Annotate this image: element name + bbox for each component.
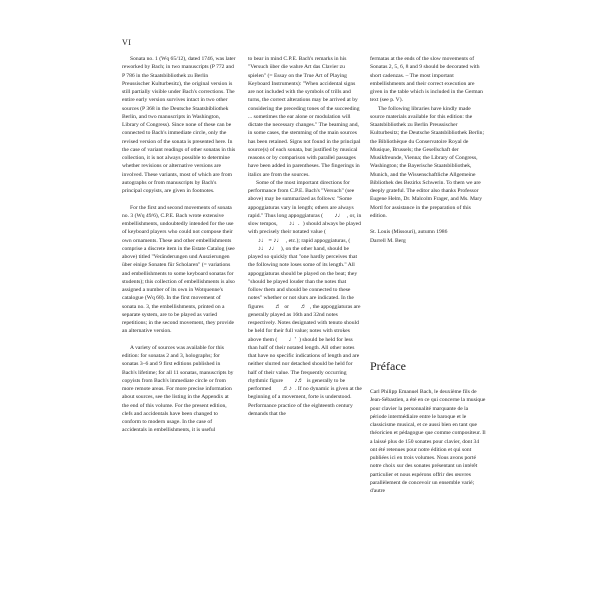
music-notation-icon: ♬ [300,303,307,310]
paragraph: to bear in mind C.P.E. Bach's remarks in his "Versuch über die wahre Art das Clavier zu spielen" (= Essay on the True Art of Playing Keyboard Instruments): "When accidental signs are not included with the symbols of trills and turns, the correct alterations may be arrived at by considering the preceding tones of the succeeding ... sometimes the ear alone or modulation will dictate the necessary changes." The beaming and, in some cases, the stemming of the main sources has been retained. Signs not found in the principal source(s) of each sonata, but justified by musical reasons or by comparison with parallel passages have been added in parentheses. The fingerings in italics are from the sources. [248,56,361,178]
text-run: is generally to be performed [248,377,346,392]
paragraph: The following libraries have kindly made source materials available for this edition: the Staatsbibliothek zu Berlin Preussischer Kulturbesitz; the Deutsche Staatsbibliothek Berlin; the Bibliothèque du Conservatoire Royal de Musique, Brussels; the Gesellschaft der Musikfreunde, Vienna; the Library of Congress, Washington; the Bayerische Staatsbibliothek, Munich, and the Wissenschaftliche Allgemeine Bibliothek des Bezirks Schwerin. To them we are deeply grateful. The editor also thanks Professor Eugene Helm, Dr. Malcolm Frager, and Ms. Mary Mortl for assistance in the preparation of this edition. [370,105,485,219]
text-run: or [284,303,290,310]
text-run: , the appoggiaturas are generally played as 16th and 32nd notes respectively. Notes designated with tenuto should be held for their full value; notes with strokes above them ( [248,303,361,343]
music-notation-icon: ♪♩ [334,212,344,219]
text-run: , or, in slow tempos, [248,212,362,227]
music-notation-icon: ♩' [288,336,296,343]
music-notation-icon: ♬ [274,303,281,310]
paragraph: fermatas at the ends of the slow movements of Sonatas 2, 5, 6, 8 and 9 should be decorated with short cadenzas. – The most important embellishments and their correct execution are given in the table which is included in the German text (see p. V). [370,56,483,104]
text-run: . If no dynamic is given at the beginning of a movement, forte is understood. Performance practice of the eighteenth century demands that the [248,386,362,417]
music-notation-icon: ♪♩ ♪♩ [258,245,278,252]
text-run: , etc.); rapid appoggiaturas, ( [285,237,351,244]
column-2 [248,55,362,418]
column-1 [122,55,236,435]
music-notation-icon: ♪♩ = ♪♩ [258,237,283,244]
text-run: ) should always be played with precisely their notated value ( [248,221,361,236]
music-notation-icon: ♪♬ [294,377,304,384]
music-notation-icon: ♬♪ [282,386,292,392]
column-3 [370,55,486,245]
preface-heading: Préface [370,359,406,373]
paragraph: For the first and second movements of sonata no. 3 (Wq 49/6), C.P.E. Bach wrote extensive embellishments, undoubtedly intended for the use of keyboard players who could not compose their own ornaments. These and other embellishments comprise a discrete item in the Estate Catalog (see above) titled "Veränderungen und Auszierungen über einige Sonaten für Scholaren" (= variations and embellishments to some keyboard sonatas for students); this collection of embellishments is also assigned a number of its own in Wotquenne's catalogue (Wq 68). In the first movement of sonata no. 3, the embellishments, printed on a separate system, are to be played as varied repetitions; in the second movement, they provide an alternative version. [122,204,235,335]
paragraph: Sonata no. 1 (Wq 65/12), dated 1746, was later reworked by Bach; in two manuscripts (P 772 and P 786 in the Staatsbibliothek zu Berlin Preussischer Kulturbesitz), the original version is still partially visible under Bach's corrections. The entire early version survives intact in two other sources (P 368 in the Deutsche Staatsbibliothek Berlin, and two manuscripts in Washington, Library of Congress). Since none of these can be connected to Bach's immediate circle, only the revised version of the sonata is presented here. In the case of variant readings of other sonatas in this collection, it is not always possible to determine whether revisions or alternative versions are involved. These variants, most of which are from autographs or from manuscripts by Bach's principal copyists, are given in footnotes. [122,56,236,194]
place-date: St. Louis (Missouri), autumn 1986 [370,229,448,236]
paragraph: A variety of sources was available for this edition: for sonatas 2 and 3, holographs; for sonatas 3–6 and 9 first editions published in Bach's lifetime; for all 11 sonatas, manuscripts by copyists from Bach's immediate circle or from more remote areas. For more precise information about sources, see the listing in the Appendix at the end of this volume. For the present edition, clefs and accidentals have been changed to conform to modern usage. In the case of accidentals in embellishments, it is useful [122,344,234,434]
music-notation-icon: ♪♩. [288,221,300,227]
author: Darrell M. Berg [370,237,406,244]
text-run: Some of the most important directions for performance from C.P.E. Bach's "Versuch" (see above) may be summarized as follows: "Some appoggiaturas vary in length; others are always rapid." Thus long appoggiaturas ( [248,179,355,219]
preface-text: Carl Philipp Emanuel Bach, le deuxième fils de Jean-Sébastien, a été en ce qui concerne la musique pour clavier la personnalité marquante de la période intermédiaire entre le baroque et le classicisme musical, et ce aussi bien en tant que théoricien et pédagogue que comme compositeur. Il a laissé plus de 150 sonates pour clavier, dont 34 ont été retenues pour notre édition et qui sont publiées ici en trois volumes. Nous avons porté notre choix sur des sonates présentant un intérêt particulier et nous espérons offrir des œuvres parallèlement de concevoir un ensemble varié; d'autre [370,389,486,494]
page-number: VI [122,38,132,47]
paragraph [248,179,362,418]
text-run: ) should be held for less than half of their notated length. All other notes that have no specific indications of length and are neither slurred nor detached should be held for half of their value. The frequently occurring rhythmic figure [248,336,360,384]
text-run: ), on the other hand, should be played so quickly that "one hardly perceives that the following note loses some of its length." All appoggiaturas should be played on the beat; they "should be played louder than the notes that follow them and should be connected to these notes" whether or not slurs are indicated. In the figures [248,245,358,310]
